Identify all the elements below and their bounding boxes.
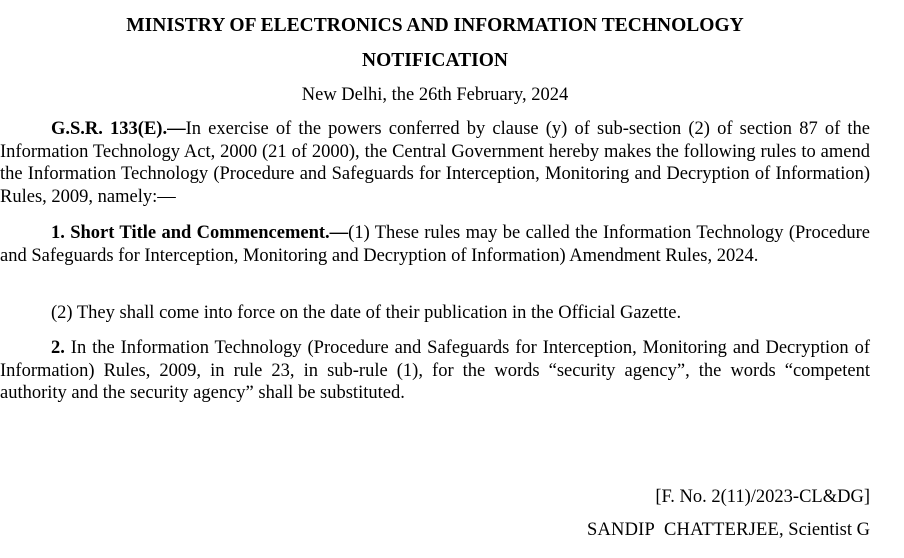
dateline: New Delhi, the 26th February, 2024: [301, 85, 569, 105]
gsr-reference: G.S.R. 133(E).—: [51, 119, 186, 139]
signatory-title: , Scientist G: [779, 520, 870, 540]
signatory-name: SANDIP CHATTERJEE: [586, 520, 780, 540]
file-number: [F. No. 2(11)/2023-CL&DG]: [655, 487, 870, 507]
ministry-heading: MINISTRY OF ELECTRONICS AND INFORMATION TECHNOLOGY: [126, 15, 744, 36]
rule-2-text: In the Information Technology (Procedure and Safeguards for Interception, Monitoring and Decryption of Information) Rules, 2009, in rule 23, in sub-rule (1), for the words “security agency”, the words “competent authority and the security agency” shall be substituted.: [0, 338, 870, 403]
preamble-text: In exercise of the powers conferred by clause (y) of sub-section (2) of section 87 of the Information Technology Act, 2000 (21 of 2000), the Central Government hereby makes the following rules to amend the Information Technology (Procedure and Safeguards for Interception, Monitoring and Decryption of Information) Rules, 2009, namely:—: [0, 119, 870, 207]
signatory: [0, 520, 870, 541]
rule-1-subrule-2: (2) They shall come into force on the date of their publication in the Official Gazette.: [51, 303, 682, 323]
rule-1-paragraph: [0, 222, 870, 267]
rule-1-subrule-1: (1) These rules may be called the Information Technology (Procedure and Safeguards for Interception, Monitoring and Decryption of Information) Amendment Rules, 2024.: [0, 223, 870, 266]
rule-2-number: 2.: [51, 338, 65, 358]
preamble-paragraph: [0, 118, 870, 208]
notification-heading: NOTIFICATION: [362, 50, 508, 71]
rule-2-paragraph: [0, 337, 870, 405]
rule-1-heading: 1. Short Title and Commencement.—: [51, 223, 349, 243]
